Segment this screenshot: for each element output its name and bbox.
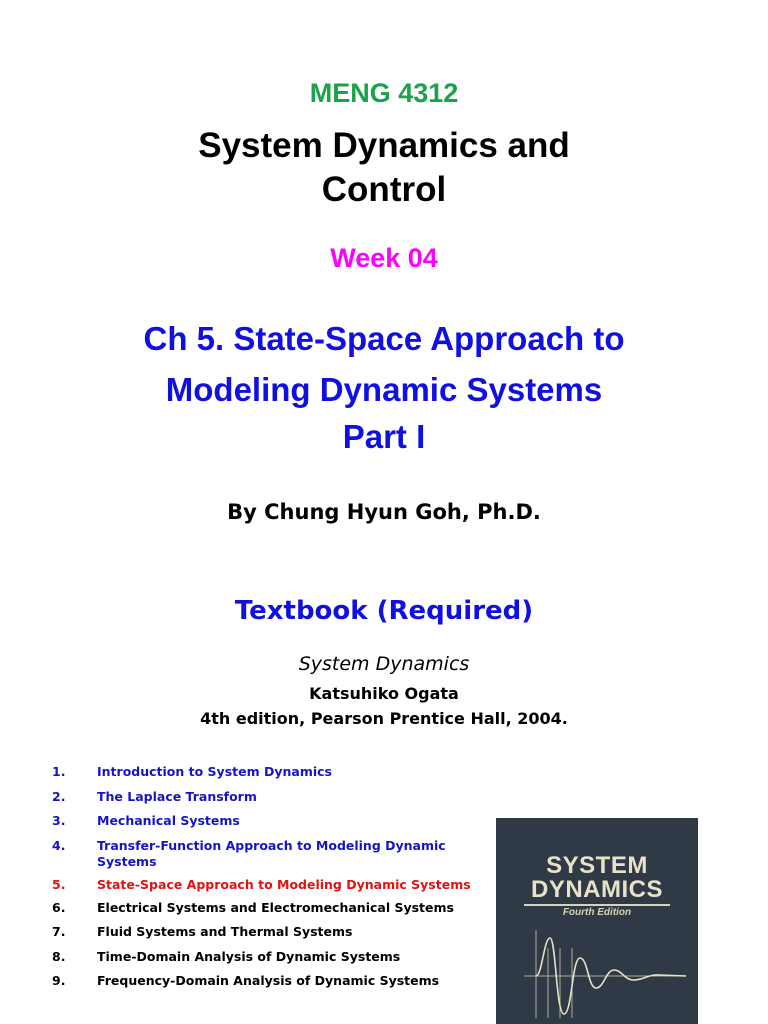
toc-item	[52, 789, 472, 805]
book-cover-title-line2: DYNAMICS	[530, 876, 663, 903]
toc-item-number: 6.	[52, 899, 66, 915]
toc-item	[52, 900, 472, 916]
toc-item-number: 3.	[52, 813, 66, 828]
textbook-title: System Dynamics	[298, 653, 470, 675]
toc-item-number: 5.	[52, 876, 66, 892]
book-cover-rule	[524, 904, 670, 906]
toc-item	[52, 924, 472, 940]
toc-item	[52, 813, 472, 829]
toc-item-text: Introduction to System Dynamics	[97, 764, 332, 779]
toc-item-number: 4.	[52, 837, 66, 853]
book-cover-edition: Fourth Edition	[562, 907, 632, 918]
course-code: MENG 4312	[309, 78, 459, 108]
course-title-line2: Control	[321, 170, 447, 209]
toc-item-text: Frequency-Domain Analysis of Dynamic Systems	[97, 973, 440, 988]
course-title-line1: System Dynamics and	[198, 126, 570, 165]
textbook-cover-image	[496, 818, 698, 1024]
author-line: By Chung Hyun Goh, Ph.D.	[227, 500, 541, 524]
toc-item-text: Time-Domain Analysis of Dynamic Systems	[97, 948, 401, 964]
chapter-title-line2: Modeling Dynamic Systems	[165, 371, 603, 408]
toc-item-number: 2.	[52, 788, 66, 804]
book-cover-response-curve-graphic	[496, 918, 698, 1024]
chapter-title	[0, 313, 768, 415]
chapter-title-line1: Ch 5. State-Space Approach to	[143, 320, 625, 357]
toc-item-text: Fluid Systems and Thermal Systems	[97, 924, 353, 939]
table-of-contents	[52, 764, 472, 998]
toc-item	[52, 949, 472, 965]
toc-item	[52, 973, 472, 989]
toc-item-text: The Laplace Transform	[97, 788, 257, 804]
part-label: Part I	[342, 418, 426, 455]
toc-item	[52, 838, 472, 870]
toc-item-text: Transfer-Function Approach to Modeling Dynamic Systems	[97, 837, 446, 869]
textbook-author: Katsuhiko Ogata	[309, 684, 459, 703]
toc-item-number: 7.	[52, 924, 66, 939]
textbook-edition: 4th edition, Pearson Prentice Hall, 2004.	[200, 709, 568, 728]
toc-item-text: State-Space Approach to Modeling Dynamic Systems	[97, 876, 471, 892]
course-title	[0, 124, 768, 212]
toc-item-current	[52, 877, 472, 893]
toc-item	[52, 764, 472, 780]
toc-item-text: Electrical Systems and Electromechanical Systems	[97, 899, 454, 915]
book-cover-title-line1: SYSTEM	[546, 852, 648, 879]
toc-item-number: 9.	[52, 973, 66, 988]
textbook-heading: Textbook (Required)	[234, 596, 534, 626]
toc-item-number: 8.	[52, 948, 66, 964]
toc-item-number: 1.	[52, 764, 66, 779]
week-label: Week 04	[330, 243, 438, 273]
toc-item-text: Mechanical Systems	[97, 813, 240, 828]
